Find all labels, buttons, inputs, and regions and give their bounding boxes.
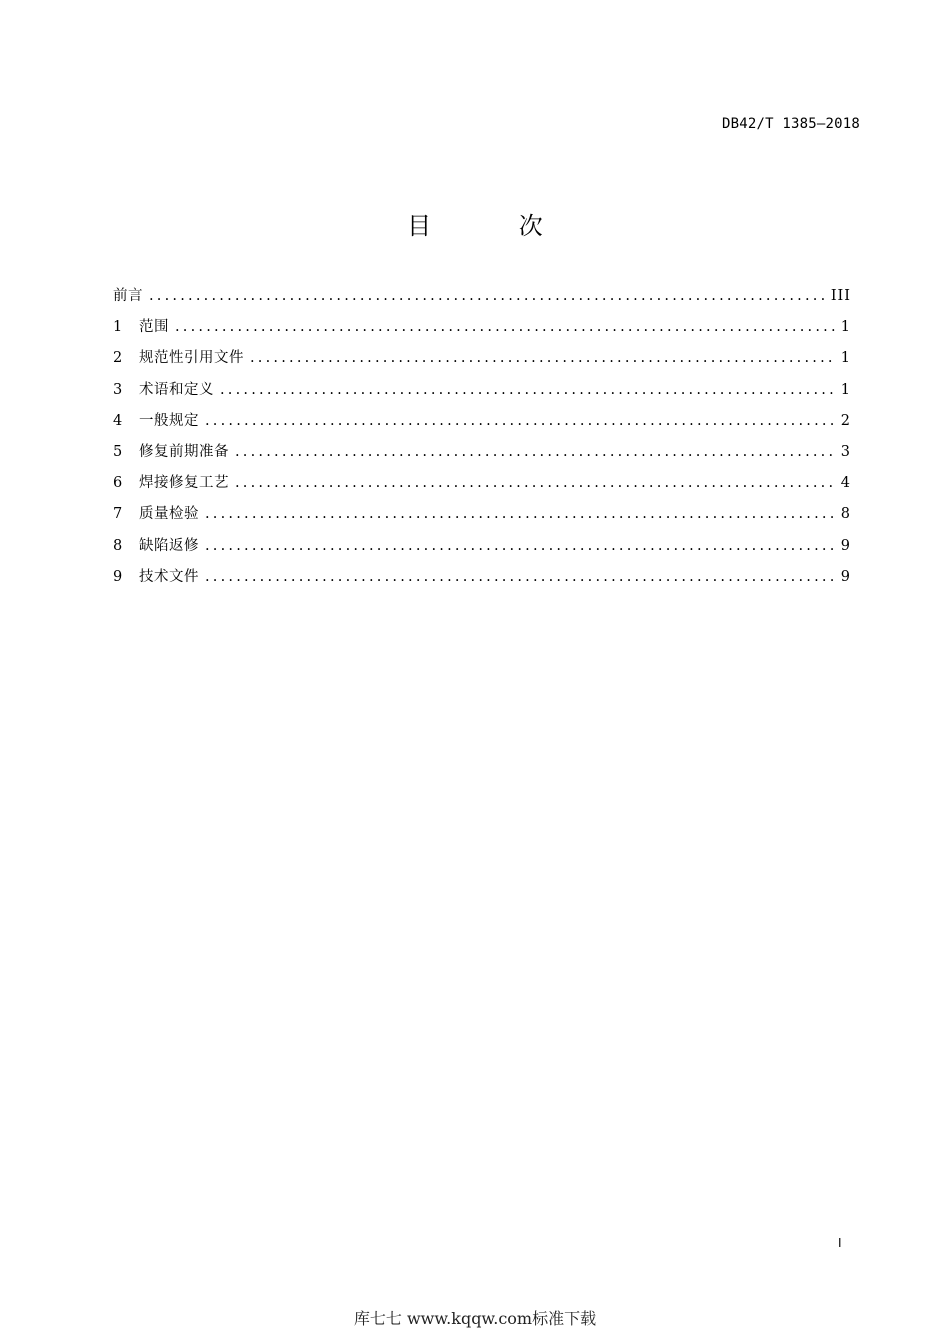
toc-entry-page: 8 (840, 506, 851, 523)
page-number: I (838, 1236, 842, 1250)
toc-entry-number: 6 (113, 475, 123, 492)
toc-entry-label: 缺陷返修 (139, 537, 199, 554)
toc-entry-number: 1 (113, 319, 123, 336)
toc-leader-dots (235, 475, 835, 491)
toc-entry-label: 术语和定义 (139, 381, 214, 398)
toc-entry-page: 2 (840, 412, 851, 429)
toc-entry-page: 3 (840, 443, 851, 460)
toc-entry-page: 9 (840, 568, 851, 585)
toc-entry-8[interactable] (113, 534, 851, 565)
toc-entry-page: 1 (840, 319, 851, 336)
toc-entry-label: 质量检验 (139, 506, 199, 523)
toc-entry-label: 一般规定 (139, 412, 199, 429)
toc-leader-dots (175, 319, 835, 335)
toc-entry-page: III (830, 288, 851, 304)
page-title: 目 次 (407, 212, 583, 240)
toc-leader-dots (235, 444, 835, 460)
toc-entry-label: 技术文件 (139, 568, 199, 585)
toc-entry-number: 5 (113, 443, 123, 460)
toc-entry-page: 1 (840, 350, 851, 367)
toc-entry-2[interactable] (113, 346, 851, 377)
toc-leader-dots (205, 413, 835, 429)
toc-entry-7[interactable] (113, 502, 851, 533)
toc-entry-number: 3 (113, 381, 123, 398)
toc-entry-label: 前言 (113, 288, 143, 304)
toc-entry-page: 1 (840, 381, 851, 398)
toc-entry-label: 修复前期准备 (139, 443, 229, 460)
toc-entry-4[interactable] (113, 409, 851, 440)
watermark-text: 库七七 www.kqqw.com标准下载 (353, 1309, 597, 1328)
toc-entry-foreword[interactable] (113, 284, 851, 315)
toc-entry-9[interactable] (113, 565, 851, 596)
table-of-contents (113, 284, 851, 596)
toc-entry-number: 8 (113, 537, 123, 554)
toc-entry-6[interactable] (113, 471, 851, 502)
toc-entry-label: 范围 (139, 319, 169, 336)
toc-leader-dots (149, 288, 825, 304)
toc-entry-5[interactable] (113, 440, 851, 471)
toc-leader-dots (205, 569, 835, 585)
toc-entry-number: 2 (113, 350, 123, 367)
toc-leader-dots (205, 538, 835, 554)
toc-leader-dots (220, 382, 835, 398)
toc-entry-3[interactable] (113, 378, 851, 409)
toc-entry-label: 规范性引用文件 (139, 350, 244, 367)
toc-entry-number: 4 (113, 412, 123, 429)
toc-entry-label: 焊接修复工艺 (139, 475, 229, 492)
toc-entry-1[interactable] (113, 315, 851, 346)
toc-entry-number: 7 (113, 506, 123, 523)
toc-entry-number: 9 (113, 568, 123, 585)
document-code: DB42/T 1385—2018 (721, 116, 860, 132)
toc-leader-dots (205, 506, 835, 522)
toc-entry-page: 9 (840, 537, 851, 554)
toc-entry-page: 4 (840, 475, 851, 492)
toc-leader-dots (250, 350, 835, 366)
